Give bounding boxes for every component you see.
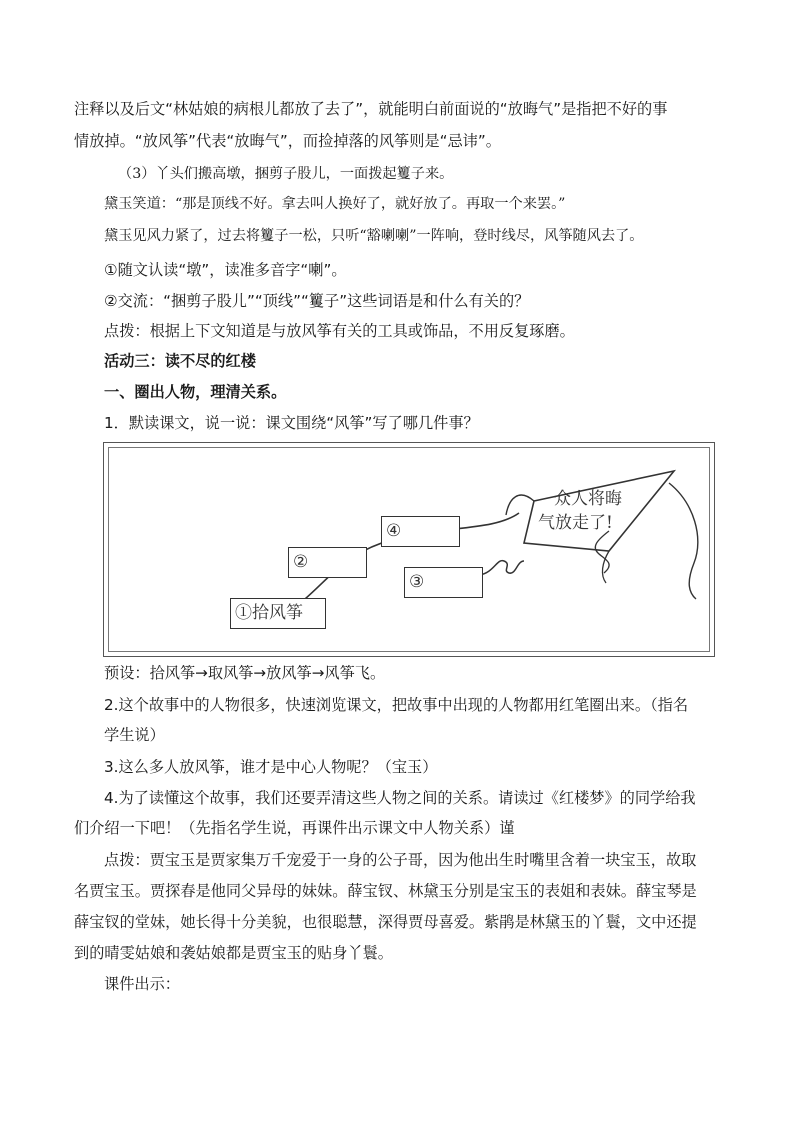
task-line: ②交流：“捆剪子股儿”“顶线”“籰子”这些词语是和什么有关的？ (104, 292, 530, 310)
question-line: 3.这么多人放风筝，谁才是中心人物呢？（宝玉） (104, 758, 438, 776)
question-line: 们介绍一下吧！（先指名学生说，再课件出示课文中人物关系）谨 (74, 819, 515, 837)
event-box-4: ④ (381, 516, 460, 547)
event-box-3: ③ (404, 567, 483, 598)
question-line: 1．默读课文，说一说：课文围绕“风筝”写了哪几件事？ (104, 414, 479, 432)
hint-line: 点拨：贾宝玉是贾家集万千宠爱于一身的公子哥，因为他出生时嘴里含着一块宝玉，故取 (104, 851, 697, 869)
subsection-heading: 一、圈出人物，理清关系。 (104, 383, 287, 401)
paragraph-line: 情放掉。“放风筝”代表“放晦气”，而捡掉落的风筝则是“忌讳”。 (74, 132, 501, 150)
courseware-label: 课件出示： (104, 975, 180, 993)
section-heading: 活动三：读不尽的红楼 (104, 352, 256, 370)
event-box-pick-kite: ①拾风筝 (230, 598, 326, 629)
hint-line: 名贾宝玉。贾探春是他同父异母的妹妹。薛宝钗、林黛玉分别是宝玉的表姐和表妹。薛宝琴是 (74, 882, 697, 900)
event-box-2: ② (288, 547, 367, 578)
hint-line: 点拨：根据上下文知道是与放风筝有关的工具或饰品，不用反复琢磨。 (104, 322, 575, 340)
kite-caption-line: 众人将晦 (554, 489, 622, 509)
paragraph-line: 注释以及后文“林姑娘的病根儿都放了去了”，就能明白前面说的“放晦气”是指把不好的事 (74, 100, 668, 118)
hint-line: 到的晴雯姑娘和袭姑娘都是贾宝玉的贴身丫鬟。 (74, 944, 393, 962)
quote-line: （3）丫头们搬高墩，捆剪子股儿，一面拨起籰子来。 (118, 166, 454, 182)
question-line: 4.为了读懂这个故事，我们还要弄清这些人物之间的关系。请读过《红楼梦》的同学给我 (104, 789, 696, 807)
quote-line: 黛玉笑道：“那是顶线不好。拿去叫人换好了，就好放了。再取一个来罢。” (104, 196, 566, 212)
question-line: 2.这个故事中的人物很多，快速浏览课文，把故事中出现的人物都用红笔圈出来。（指名 (104, 696, 689, 714)
hint-line: 薛宝钗的堂妹，她长得十分美貌，也很聪慧，深得贾母喜爱。紫鹃是林黛玉的丫鬟，文中还提 (74, 913, 697, 931)
kite-caption-line: 气放走了! (538, 513, 613, 533)
quote-line: 黛玉见风力紧了，过去将籰子一松，只听“豁喇喇”一阵响，登时线尽，风筝随风去了。 (104, 228, 644, 244)
preset-line: 预设：拾风筝→取风筝→放风筝→风筝飞。 (104, 664, 386, 682)
kite-drawing (104, 443, 716, 658)
kite-sequence-figure (103, 442, 715, 657)
task-line: ①随文认读“墩”，读准多音字“喇”。 (104, 261, 347, 279)
question-line: 学生说） (104, 726, 165, 744)
